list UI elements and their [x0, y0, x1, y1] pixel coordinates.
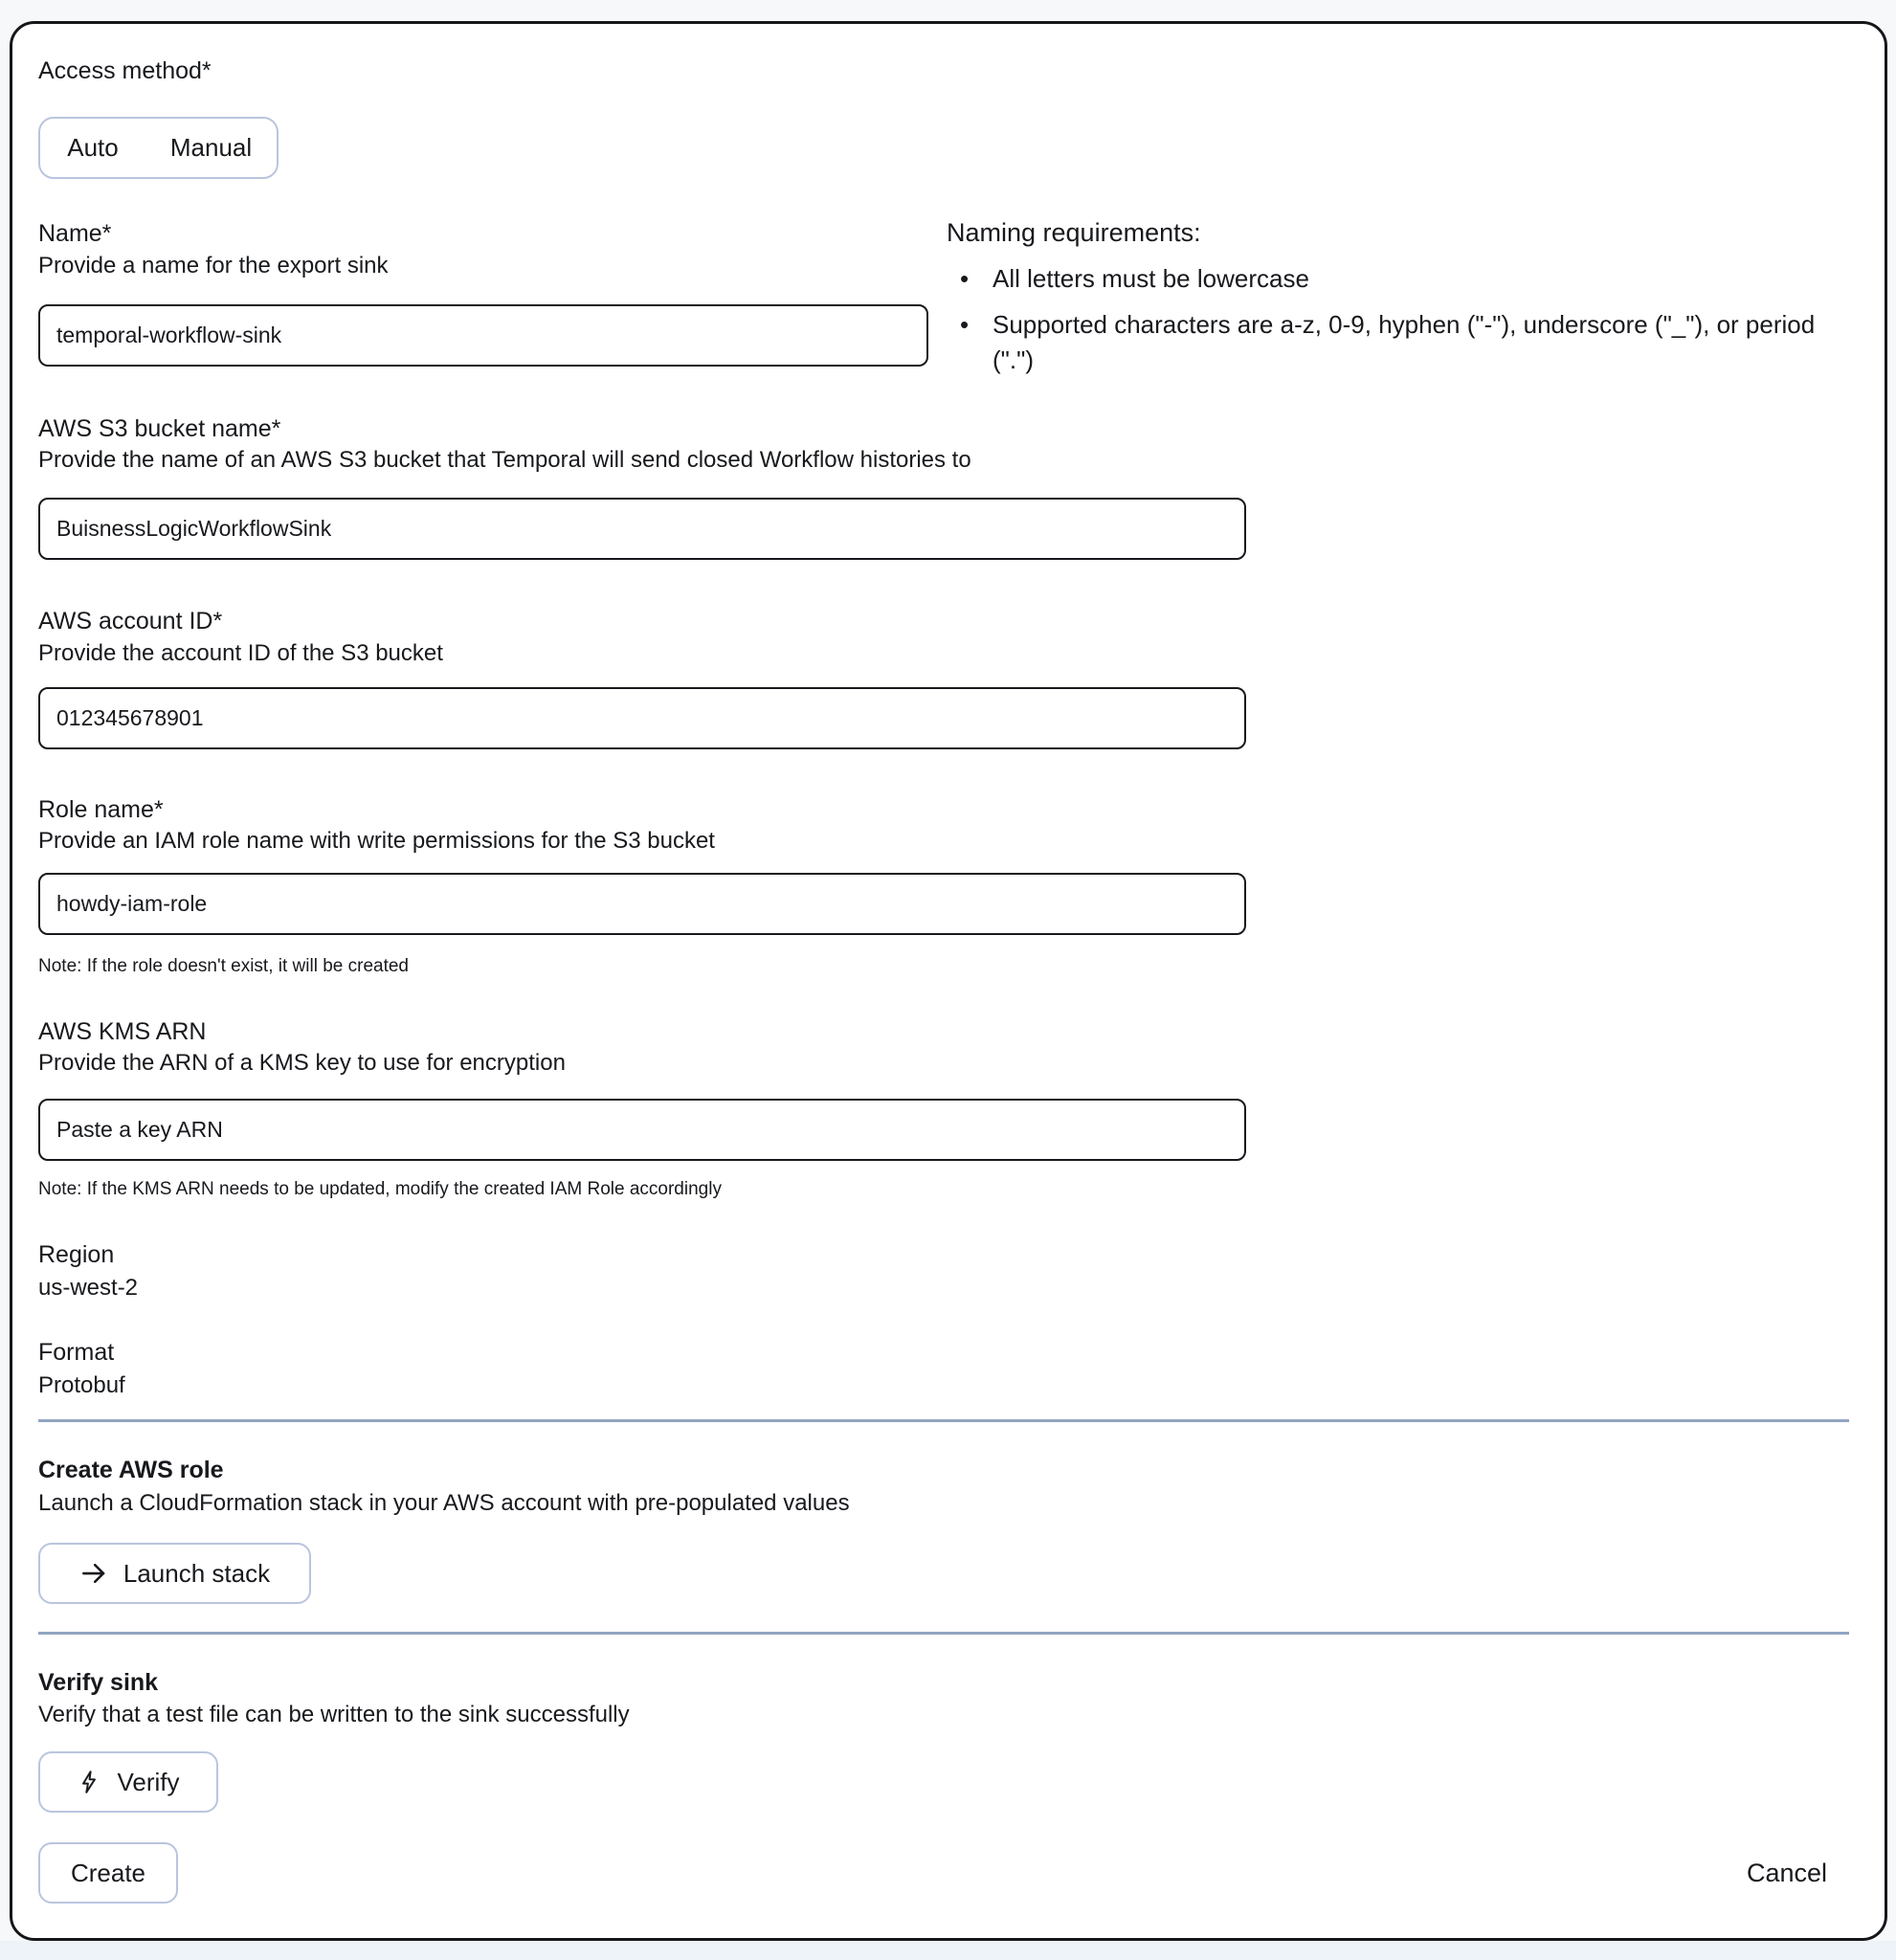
naming-requirement-item: • All letters must be lowercase: [947, 261, 1818, 297]
access-method-label: Access method*: [38, 57, 212, 84]
access-method-option-auto[interactable]: Auto: [40, 119, 145, 177]
launch-stack-button-label: Launch stack: [123, 1558, 271, 1588]
aws-account-id-input[interactable]: [38, 687, 1246, 749]
kms-arn-note: Note: If the KMS ARN needs to be updated, modify the created IAM Role accordingly: [38, 1179, 722, 1199]
aws-account-id-description: Provide the account ID of the S3 bucket: [38, 640, 443, 666]
kms-arn-description: Provide the ARN of a KMS key to use for encryption: [38, 1050, 566, 1076]
arrow-right-icon: [79, 1559, 108, 1588]
lightning-icon: [77, 1770, 101, 1794]
access-method-option-manual[interactable]: Manual: [145, 119, 277, 177]
naming-requirements-title: Naming requirements:: [947, 218, 1201, 247]
verify-button-label: Verify: [117, 1767, 180, 1796]
divider: [38, 1632, 1849, 1635]
format-label: Format: [38, 1339, 115, 1366]
create-button-label: Create: [70, 1858, 146, 1887]
region-value: us-west-2: [38, 1275, 139, 1301]
verify-button[interactable]: [38, 1751, 218, 1813]
cancel-link[interactable]: Cancel: [1746, 1859, 1827, 1887]
kms-arn-label: AWS KMS ARN: [38, 1018, 207, 1045]
s3-bucket-name-description: Provide the name of an AWS S3 bucket that Temporal will send closed Workflow histories to: [38, 447, 971, 473]
create-button[interactable]: [38, 1842, 178, 1904]
s3-bucket-name-input[interactable]: [38, 498, 1246, 560]
format-value: Protobuf: [38, 1372, 125, 1398]
name-description: Provide a name for the export sink: [38, 253, 389, 278]
verify-sink-description: Verify that a test file can be written to the sink successfully: [38, 1702, 630, 1727]
export-sink-form-card: [10, 21, 1887, 1941]
page-background-strip: [0, 1941, 1896, 1960]
region-label: Region: [38, 1241, 115, 1268]
launch-stack-button[interactable]: [38, 1543, 311, 1604]
name-input[interactable]: [38, 304, 928, 367]
role-name-note: Note: If the role doesn't exist, it will be created: [38, 956, 409, 976]
aws-account-id-label: AWS account ID*: [38, 608, 223, 635]
role-name-label: Role name*: [38, 796, 164, 823]
verify-sink-title: Verify sink: [38, 1669, 159, 1696]
kms-arn-input[interactable]: [38, 1099, 1246, 1161]
divider: [38, 1419, 1849, 1422]
create-aws-role-title: Create AWS role: [38, 1457, 224, 1483]
name-label: Name*: [38, 220, 112, 247]
s3-bucket-name-label: AWS S3 bucket name*: [38, 415, 281, 442]
role-name-input[interactable]: [38, 873, 1246, 935]
naming-requirements-list: [947, 261, 1818, 378]
naming-requirement-item: • Supported characters are a-z, 0-9, hyphen ("-"), underscore ("_"), or period ("."): [947, 307, 1818, 378]
naming-requirements: [947, 215, 1818, 389]
access-method-toggle: [38, 117, 279, 179]
create-aws-role-description: Launch a CloudFormation stack in your AWS account with pre-populated values: [38, 1490, 850, 1516]
role-name-description: Provide an IAM role name with write permissions for the S3 bucket: [38, 828, 715, 854]
